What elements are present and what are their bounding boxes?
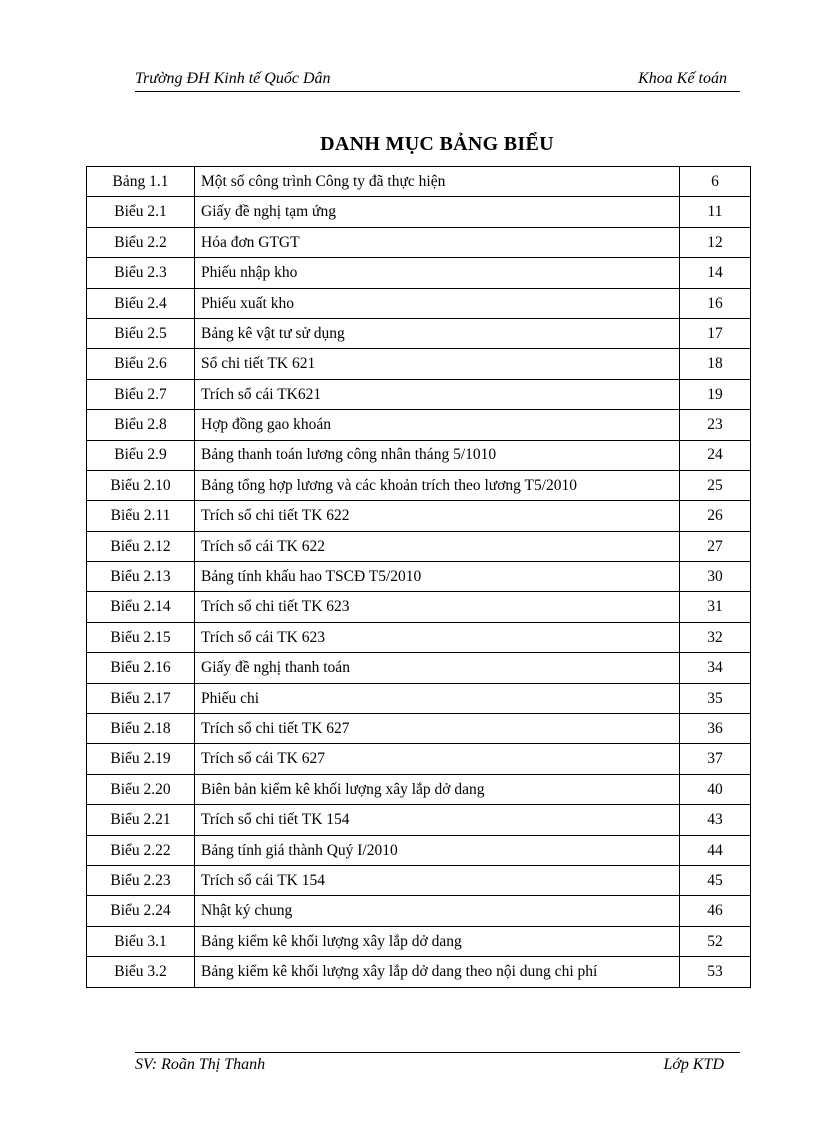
cell-page: 25 [680, 470, 751, 500]
cell-code: Biểu 2.23 [87, 865, 195, 895]
table-row [87, 318, 751, 348]
cell-code: Biểu 2.22 [87, 835, 195, 865]
table-row [87, 744, 751, 774]
cell-name: Nhật ký chung [195, 896, 680, 926]
table-row [87, 197, 751, 227]
cell-name: Giấy đề nghị tạm ứng [195, 197, 680, 227]
table-row [87, 926, 751, 956]
header-school: Trường ĐH Kinh tế Quốc Dân [135, 70, 331, 87]
cell-name: Phiếu xuất kho [195, 288, 680, 318]
cell-name: Trích sổ chi tiết TK 154 [195, 805, 680, 835]
cell-page: 11 [680, 197, 751, 227]
cell-name: Bảng thanh toán lương công nhân tháng 5/1010 [195, 440, 680, 470]
table-row [87, 865, 751, 895]
cell-name: Giấy đề nghị thanh toán [195, 653, 680, 683]
cell-page: 53 [680, 957, 751, 987]
cell-page: 16 [680, 288, 751, 318]
cell-name: Bảng tính giá thành Quý I/2010 [195, 835, 680, 865]
cell-page: 26 [680, 501, 751, 531]
cell-page: 34 [680, 653, 751, 683]
cell-name: Bảng kê vật tư sử dụng [195, 318, 680, 348]
table-row [87, 653, 751, 683]
cell-page: 31 [680, 592, 751, 622]
cell-page: 23 [680, 410, 751, 440]
cell-name: Trích sổ cái TK 623 [195, 622, 680, 652]
cell-code: Biểu 2.1 [87, 197, 195, 227]
cell-page: 27 [680, 531, 751, 561]
table-row [87, 957, 751, 987]
table-body [87, 167, 751, 988]
table-row [87, 622, 751, 652]
cell-page: 46 [680, 896, 751, 926]
cell-code: Biểu 2.16 [87, 653, 195, 683]
cell-name: Hóa đơn GTGT [195, 227, 680, 257]
cell-page: 17 [680, 318, 751, 348]
cell-page: 40 [680, 774, 751, 804]
table-row [87, 805, 751, 835]
table-row [87, 531, 751, 561]
cell-page: 14 [680, 258, 751, 288]
page-title: DANH MỤC BẢNG BIỂU [320, 133, 554, 155]
header-faculty: Khoa Kế toán [638, 70, 727, 87]
footer-class: Lớp KTD [663, 1056, 724, 1073]
cell-code: Biểu 2.11 [87, 501, 195, 531]
cell-code: Biểu 2.17 [87, 683, 195, 713]
cell-name: Bảng tính khấu hao TSCĐ T5/2010 [195, 562, 680, 592]
cell-name: Bảng kiểm kê khối lượng xây lắp dở dang theo nội dung chi phí [195, 957, 680, 987]
cell-code: Biểu 2.3 [87, 258, 195, 288]
table-row [87, 258, 751, 288]
cell-code: Biểu 2.24 [87, 896, 195, 926]
cell-code: Biểu 2.21 [87, 805, 195, 835]
cell-name: Trích sổ cái TK 627 [195, 744, 680, 774]
cell-code: Biểu 2.20 [87, 774, 195, 804]
cell-name: Biên bản kiểm kê khối lượng xây lắp dở dang [195, 774, 680, 804]
cell-page: 36 [680, 714, 751, 744]
table-row [87, 288, 751, 318]
table-row [87, 410, 751, 440]
cell-code: Biểu 2.13 [87, 562, 195, 592]
footer-student: SV: Roãn Thị Thanh [135, 1056, 266, 1073]
cell-page: 43 [680, 805, 751, 835]
cell-page: 52 [680, 926, 751, 956]
cell-name: Một số công trình Công ty đã thực hiện [195, 167, 680, 197]
cell-page: 12 [680, 227, 751, 257]
cell-code: Biểu 2.12 [87, 531, 195, 561]
table-row [87, 896, 751, 926]
table-row [87, 227, 751, 257]
table-row [87, 714, 751, 744]
cell-page: 44 [680, 835, 751, 865]
table-row [87, 501, 751, 531]
table-row [87, 774, 751, 804]
table-row [87, 470, 751, 500]
cell-code: Biểu 2.15 [87, 622, 195, 652]
table-row [87, 562, 751, 592]
cell-code: Biểu 3.2 [87, 957, 195, 987]
cell-code: Biểu 2.8 [87, 410, 195, 440]
cell-name: Bảng tổng hợp lương và các khoản trích theo lương T5/2010 [195, 470, 680, 500]
cell-code: Biểu 3.1 [87, 926, 195, 956]
cell-name: Phiếu nhập kho [195, 258, 680, 288]
cell-name: Trích sổ cái TK 622 [195, 531, 680, 561]
cell-page: 18 [680, 349, 751, 379]
cell-code: Biểu 2.9 [87, 440, 195, 470]
cell-code: Biểu 2.10 [87, 470, 195, 500]
cell-page: 30 [680, 562, 751, 592]
cell-page: 35 [680, 683, 751, 713]
cell-code: Biểu 2.6 [87, 349, 195, 379]
table-row [87, 440, 751, 470]
table-row [87, 379, 751, 409]
cell-page: 24 [680, 440, 751, 470]
cell-page: 37 [680, 744, 751, 774]
table-row [87, 592, 751, 622]
header-divider [135, 91, 740, 92]
cell-name: Trích sổ chi tiết TK 627 [195, 714, 680, 744]
cell-code: Bảng 1.1 [87, 167, 195, 197]
cell-name: Trích sổ cái TK 154 [195, 865, 680, 895]
cell-name: Sổ chi tiết TK 621 [195, 349, 680, 379]
cell-code: Biểu 2.18 [87, 714, 195, 744]
cell-name: Trích sổ chi tiết TK 622 [195, 501, 680, 531]
cell-page: 32 [680, 622, 751, 652]
cell-code: Biểu 2.19 [87, 744, 195, 774]
cell-code: Biểu 2.14 [87, 592, 195, 622]
table-list [86, 166, 751, 988]
cell-name: Phiếu chi [195, 683, 680, 713]
cell-name: Trích sổ chi tiết TK 623 [195, 592, 680, 622]
table-row [87, 167, 751, 197]
cell-code: Biểu 2.7 [87, 379, 195, 409]
cell-page: 19 [680, 379, 751, 409]
table-row [87, 835, 751, 865]
cell-page: 6 [680, 167, 751, 197]
cell-code: Biểu 2.2 [87, 227, 195, 257]
cell-name: Bảng kiểm kê khối lượng xây lắp dở dang [195, 926, 680, 956]
table-row [87, 683, 751, 713]
cell-name: Trích sổ cái TK621 [195, 379, 680, 409]
cell-code: Biểu 2.5 [87, 318, 195, 348]
cell-page: 45 [680, 865, 751, 895]
footer-divider [135, 1052, 740, 1053]
table-row [87, 349, 751, 379]
cell-code: Biểu 2.4 [87, 288, 195, 318]
cell-name: Hợp đồng gao khoán [195, 410, 680, 440]
